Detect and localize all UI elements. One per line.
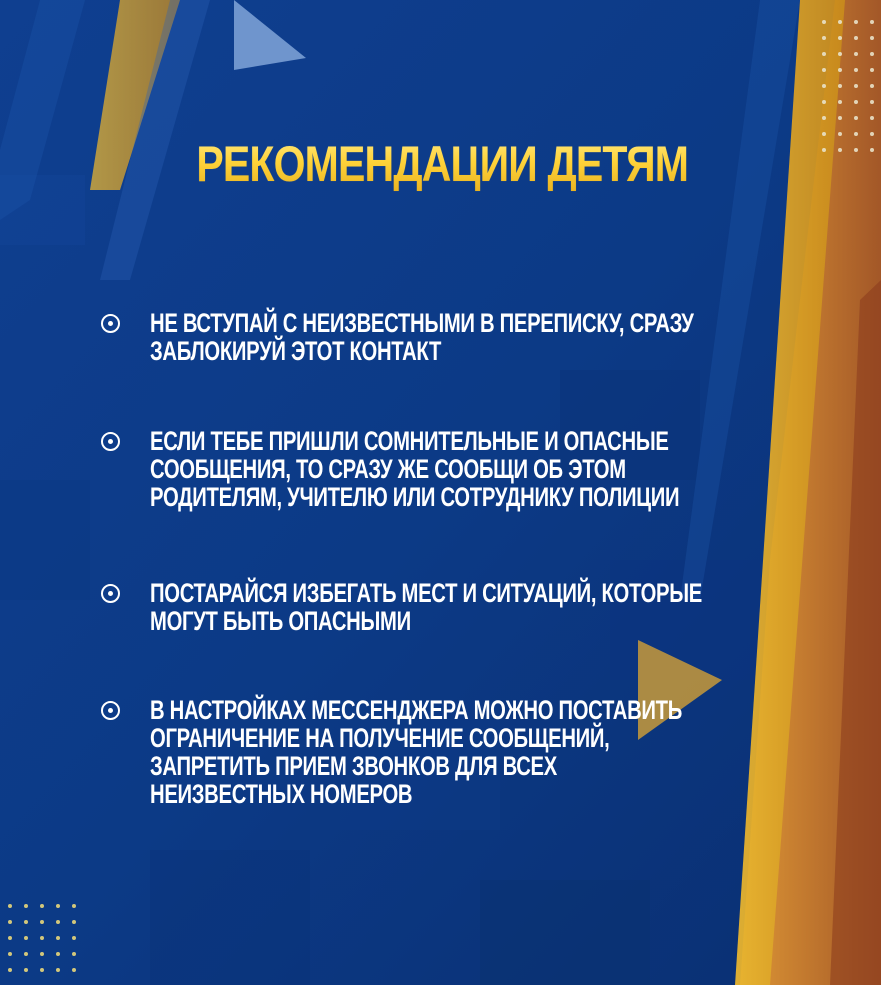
text-line: ОГРАНИЧЕНИЕ НА ПОЛУЧЕНИЕ СООБЩЕНИЙ,: [150, 723, 610, 753]
text-line: РОДИТЕЛЯМ, УЧИТЕЛЮ ИЛИ СОТРУДНИКУ ПОЛИЦИИ: [150, 482, 680, 512]
text-line: ЗАПРЕТИТЬ ПРИЕМ ЗВОНКОВ ДЛЯ ВСЕХ: [150, 751, 557, 781]
text-line: ПОСТАРАЙСЯ ИЗБЕГАТЬ МЕСТ И СИТУАЦИЙ, КОТОРЫЕ: [150, 578, 702, 608]
text-line: НЕ ВСТУПАЙ С НЕИЗВЕСТНЫМИ В ПЕРЕПИСКУ, СРАЗУ: [150, 308, 694, 338]
text-line: МОГУТ БЫТЬ ОПАСНЫМИ: [150, 606, 411, 636]
recommendation-text: [150, 696, 773, 808]
bullet-icon: [101, 314, 120, 333]
text-line: НЕИЗВЕСТНЫХ НОМЕРОВ: [150, 779, 413, 809]
recommendation-text: [150, 579, 773, 635]
text-line: СООБЩЕНИЯ, ТО СРАЗУ ЖЕ СООБЩИ ОБ ЭТОМ: [150, 454, 626, 484]
bullet-icon: [101, 584, 120, 603]
bullet-icon: [101, 701, 120, 720]
text-line: В НАСТРОЙКАХ МЕССЕНДЖЕРА МОЖНО ПОСТАВИТЬ: [150, 695, 683, 725]
recommendation-text: [150, 309, 773, 365]
text-line: ЗАБЛОКИРУЙ ЭТОТ КОНТАКТ: [150, 336, 442, 366]
poster-title: РЕКОМЕНДАЦИИ ДЕТЯМ: [81, 134, 803, 194]
recommendation-text: [150, 427, 773, 511]
text-line: ЕСЛИ ТЕБЕ ПРИШЛИ СОМНИТЕЛЬНЫЕ И ОПАСНЫЕ: [150, 426, 669, 456]
bullet-icon: [101, 432, 120, 451]
